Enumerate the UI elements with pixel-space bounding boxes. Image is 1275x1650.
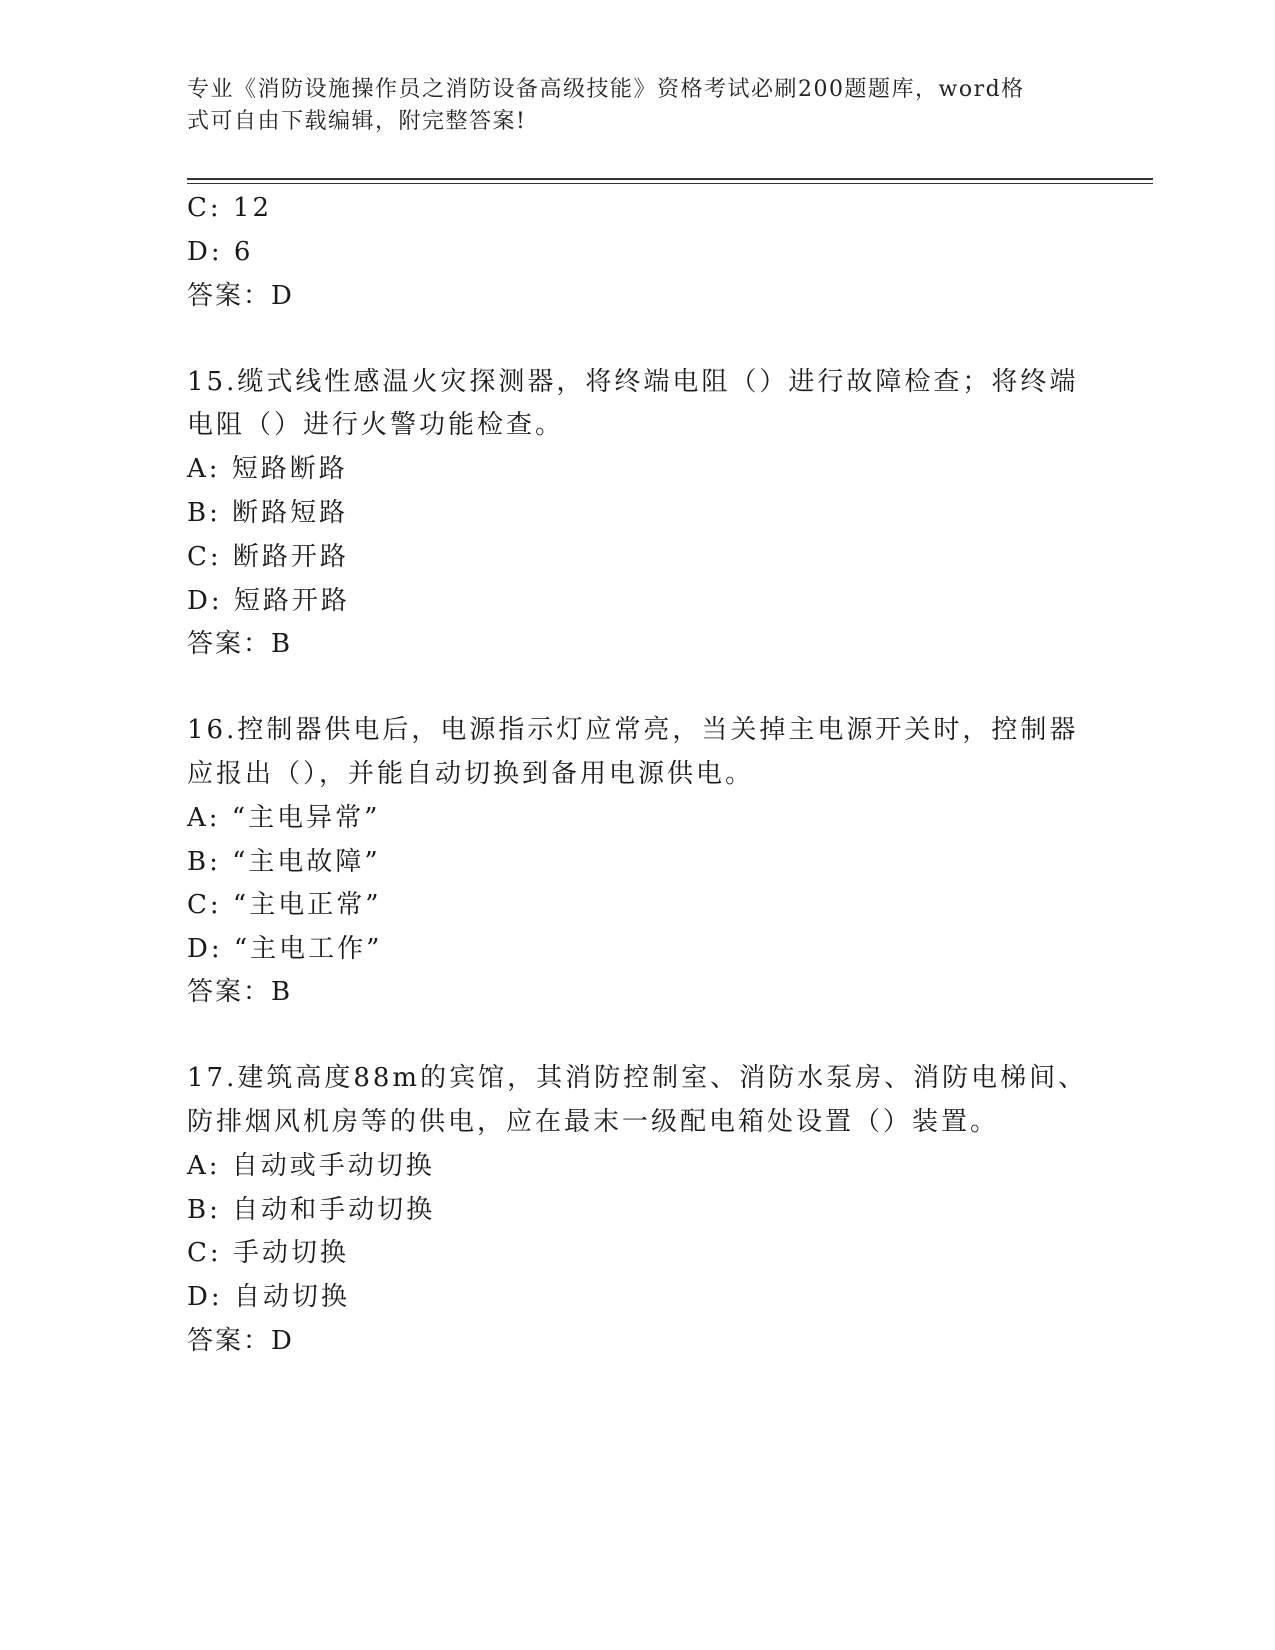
question-16-answer: 答案：B xyxy=(187,977,293,1007)
question-17-stem-line-1: 17.建筑高度88m的宾馆，其消防控制室、消防水泵房、消防电梯间、 xyxy=(187,1063,1088,1093)
question-15-option-c: C: 断路开路 xyxy=(187,542,349,572)
question-16-option-a: A: “主电异常” xyxy=(187,803,381,833)
option-c: C: 12 xyxy=(187,193,273,223)
question-15-option-d: D: 短路开路 xyxy=(187,586,350,616)
question-17-option-d: D: 自动切换 xyxy=(187,1282,350,1312)
question-15-option-a: A: 短路断路 xyxy=(187,454,348,484)
question-16-option-d: D: “主电工作” xyxy=(187,934,383,964)
document-header xyxy=(187,74,1067,138)
header-divider-thin xyxy=(187,183,1153,184)
question-17-stem-line-2: 防排烟风机房等的供电，应在最末一级配电箱处设置（）装置。 xyxy=(187,1107,1000,1137)
question-16-option-c: C: “主电正常” xyxy=(187,890,382,920)
question-17-option-a: A: 自动或手动切换 xyxy=(187,1151,435,1181)
question-17-option-b: B: 自动和手动切换 xyxy=(187,1195,436,1225)
question-15-stem-line-1: 15.缆式线性感温火灾探测器，将终端电阻（）进行故障检查；将终端 xyxy=(187,367,1079,397)
header-line-1: 专业《消防设施操作员之消防设备高级技能》资格考试必刷200题题库，word格 xyxy=(187,77,1025,102)
question-16-stem-line-1: 16.控制器供电后，电源指示灯应常亮，当关掉主电源开关时，控制器 xyxy=(187,715,1079,745)
header-divider-thick xyxy=(187,178,1153,180)
question-15-stem-line-2: 电阻（）进行火警功能检查。 xyxy=(187,410,565,440)
header-line-2: 式可自由下载编辑，附完整答案! xyxy=(187,109,527,134)
question-16-option-b: B: “主电故障” xyxy=(187,847,381,877)
option-d: D: 6 xyxy=(187,237,254,267)
question-15-option-b: B: 断路短路 xyxy=(187,498,349,528)
question-15-answer: 答案：B xyxy=(187,629,293,659)
answer-line: 答案：D xyxy=(187,281,294,311)
question-17-answer: 答案：D xyxy=(187,1326,294,1356)
question-17-option-c: C: 手动切换 xyxy=(187,1238,349,1268)
question-16-stem-line-2: 应报出（），并能自动切换到备用电源供电。 xyxy=(187,759,755,789)
